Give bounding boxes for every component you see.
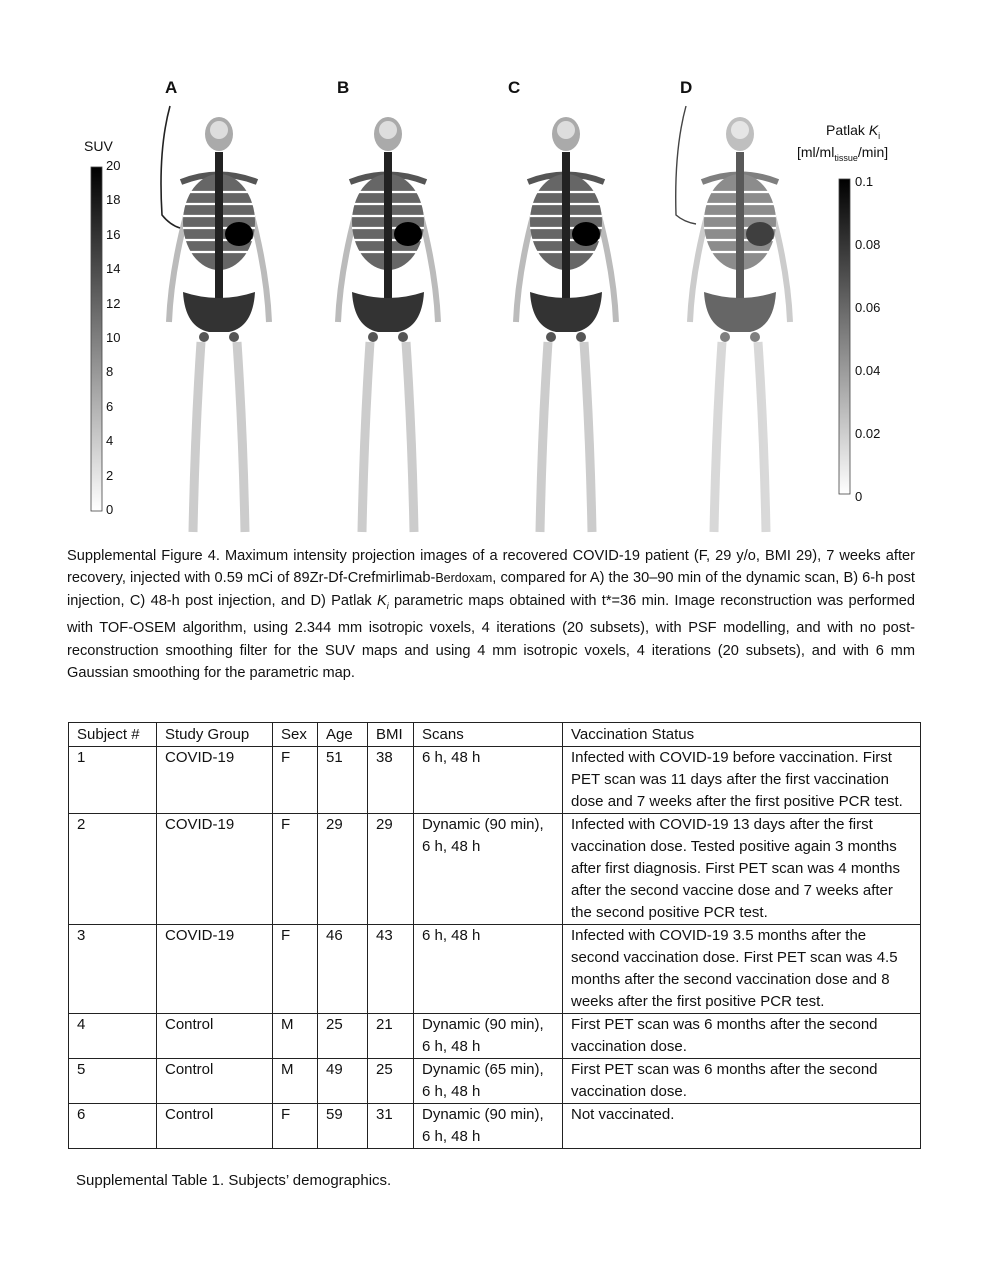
caption-part1: Supplemental Figure 4. Maximum intensity projection images of a recovered COVID-19 patient (F, 29 y/o, BMI 29), 7 weeks after recovery, injected with 0.59 mCi of 89Zr-Df-Crefmirlimab- bbox=[67, 548, 915, 587]
table-cell: Not vaccinated. bbox=[563, 1104, 921, 1149]
table-cell: M bbox=[273, 1014, 318, 1059]
table-cell: COVID-19 bbox=[157, 814, 273, 925]
column-header: BMI bbox=[368, 723, 414, 747]
ki-tick-label: 0 bbox=[855, 489, 863, 504]
column-header: Scans bbox=[414, 723, 563, 747]
table-cell: 25 bbox=[368, 1059, 414, 1104]
table-cell: 59 bbox=[318, 1104, 368, 1149]
suv-tick-label: 16 bbox=[106, 226, 121, 242]
table-cell: Control bbox=[157, 1059, 273, 1104]
table-cell: 3 bbox=[69, 925, 157, 1014]
table-cell: Infected with COVID-19 3.5 months after the second vaccination dose. First PET scan was 4.5 months after the second vaccination dose and 8 weeks after the first positive PCR test. bbox=[563, 925, 921, 1014]
panel-label-a: A bbox=[165, 78, 178, 97]
table-cell: Control bbox=[157, 1104, 273, 1149]
ki-title-ksub: i bbox=[878, 130, 881, 141]
table-row bbox=[69, 1104, 921, 1149]
table-cell: Dynamic (90 min), 6 h, 48 h bbox=[414, 814, 563, 925]
ki-unit-pre: [ml/ml bbox=[797, 144, 835, 160]
ki-unit-post: /min] bbox=[857, 144, 889, 160]
table-cell: 49 bbox=[318, 1059, 368, 1104]
ki-title-line1: Patlak bbox=[826, 122, 869, 138]
ki-colorbar bbox=[839, 179, 850, 494]
caption-ki-sub: i bbox=[386, 600, 389, 611]
suv-tick-label: 20 bbox=[106, 158, 121, 173]
table-row bbox=[69, 814, 921, 925]
table-cell: 6 h, 48 h bbox=[414, 747, 563, 814]
table-cell: 21 bbox=[368, 1014, 414, 1059]
suv-colorbar-title: SUV bbox=[84, 138, 113, 154]
suv-tick-label: 14 bbox=[106, 261, 121, 277]
table-cell: 46 bbox=[318, 925, 368, 1014]
suv-tick-label: 8 bbox=[106, 364, 114, 380]
table-cell: Control bbox=[157, 1014, 273, 1059]
table-row bbox=[69, 925, 921, 1014]
table-cell: 4 bbox=[69, 1014, 157, 1059]
ki-colorbar-unit bbox=[797, 144, 888, 163]
figure-graphic bbox=[0, 0, 989, 540]
caption-part2: , compared for A) the 30–90 min of the dynamic scan, B) 6-h post injection, C) 48-h post injection, and D) Patlak bbox=[67, 570, 915, 609]
panel-label-c: C bbox=[508, 78, 521, 97]
table-cell: 6 bbox=[69, 1104, 157, 1149]
figure-caption bbox=[67, 545, 915, 684]
table-cell: F bbox=[273, 925, 318, 1014]
table-cell: 38 bbox=[368, 747, 414, 814]
ki-tick-label: 0.02 bbox=[855, 426, 881, 441]
table-cell: 6 h, 48 h bbox=[414, 925, 563, 1014]
table-cell: First PET scan was 6 months after the second vaccination dose. bbox=[563, 1014, 921, 1059]
table-cell: 1 bbox=[69, 747, 157, 814]
table-cell: Dynamic (65 min), 6 h, 48 h bbox=[414, 1059, 563, 1104]
caption-part1-small: Berdoxam bbox=[435, 571, 493, 586]
table-body bbox=[69, 747, 921, 1149]
suv-tick-label: 6 bbox=[106, 398, 114, 414]
table-cell: M bbox=[273, 1059, 318, 1104]
table-cell: 5 bbox=[69, 1059, 157, 1104]
table-cell: Dynamic (90 min), 6 h, 48 h bbox=[414, 1104, 563, 1149]
table-cell: 51 bbox=[318, 747, 368, 814]
table-row bbox=[69, 747, 921, 814]
suv-tick-label: 0 bbox=[106, 502, 114, 517]
table-cell: F bbox=[273, 814, 318, 925]
table-cell: 25 bbox=[318, 1014, 368, 1059]
table-cell: Infected with COVID-19 before vaccination. First PET scan was 11 days after the first vaccination dose and 7 weeks after the first positive PCR test. bbox=[563, 747, 921, 814]
ki-tick-label: 0.06 bbox=[855, 300, 881, 315]
table-cell: Infected with COVID-19 13 days after the first vaccination dose. Tested positive again 3 months after first diagnosis. First PET scan was 4 months after the second vaccine dose and 7 weeks after the second positive PCR test. bbox=[563, 814, 921, 925]
table-caption: Supplemental Table 1. Subjects’ demographics. bbox=[76, 1172, 392, 1189]
table-cell: First PET scan was 6 months after the second vaccination dose. bbox=[563, 1059, 921, 1104]
suv-tick-label: 18 bbox=[106, 192, 121, 208]
table-cell: COVID-19 bbox=[157, 925, 273, 1014]
table-cell: F bbox=[273, 747, 318, 814]
suv-colorbar bbox=[91, 167, 102, 511]
column-header: Vaccination Status bbox=[563, 723, 921, 747]
ki-tick-label: 0.04 bbox=[855, 363, 881, 378]
table-cell: COVID-19 bbox=[157, 747, 273, 814]
table-cell: 2 bbox=[69, 814, 157, 925]
ki-colorbar-title bbox=[826, 122, 880, 141]
ki-tick-label: 0.1 bbox=[855, 174, 874, 189]
column-header: Age bbox=[318, 723, 368, 747]
column-header: Sex bbox=[273, 723, 318, 747]
table-cell: Dynamic (90 min), 6 h, 48 h bbox=[414, 1014, 563, 1059]
table-row bbox=[69, 1059, 921, 1104]
ki-title-k: K bbox=[868, 122, 879, 138]
ki-tick-label: 0.08 bbox=[855, 237, 881, 252]
table-cell: 43 bbox=[368, 925, 414, 1014]
panel-label-d: D bbox=[680, 78, 693, 97]
caption-ki: K bbox=[377, 592, 387, 609]
suv-tick-label: 4 bbox=[106, 433, 114, 449]
suv-tick-label: 12 bbox=[106, 295, 121, 311]
suv-tick-label: 2 bbox=[106, 467, 114, 483]
mip-image-c bbox=[516, 117, 616, 532]
table-cell: 29 bbox=[318, 814, 368, 925]
column-header: Subject # bbox=[69, 723, 157, 747]
mip-image-d bbox=[690, 117, 790, 532]
figure bbox=[0, 0, 989, 540]
table-row bbox=[69, 1014, 921, 1059]
table-cell: F bbox=[273, 1104, 318, 1149]
mip-image-a bbox=[169, 117, 269, 532]
mip-image-b bbox=[338, 117, 438, 532]
ki-unit-sub: tissue bbox=[834, 152, 858, 163]
demographics-table bbox=[68, 722, 921, 1149]
table-header-row bbox=[69, 723, 921, 747]
table-cell: 29 bbox=[368, 814, 414, 925]
caption-part3: parametric maps obtained with t*=36 min. Image reconstruction was performed with TOF-OSEM algorithm, using 2.344 mm isotropic voxels, 4 iterations (20 subsets), with PSF modelling, and with no post-reconstruction smoothing filter for the SUV maps and using 4 mm isotropic voxels, 4 iterations (20 subsets), and with 6 mm Gaussian smoothing for the parametric map. bbox=[67, 592, 915, 681]
panel-label-b: B bbox=[337, 78, 350, 97]
suv-tick-label: 10 bbox=[106, 330, 121, 345]
table-cell: 31 bbox=[368, 1104, 414, 1149]
column-header: Study Group bbox=[157, 723, 273, 747]
